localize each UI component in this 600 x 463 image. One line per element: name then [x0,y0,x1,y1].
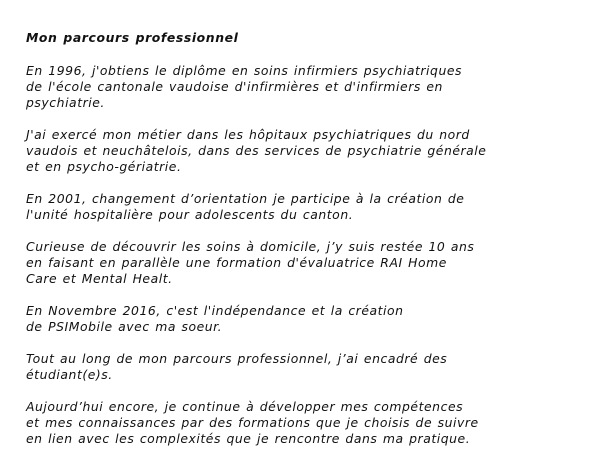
text-line: en lien avec les complexités que je rencontre dans ma pratique. [26,431,471,446]
text-line: de l'école cantonale vaudoise d'infirmières et d'infirmiers en [26,79,443,94]
text-line: En 1996, j'obtiens le diplôme en soins infirmiers psychiatriques [26,63,463,78]
page-title: Mon parcours professionnel [26,30,239,45]
text-line: Tout au long de mon parcours professionnel, j’ai encadré des [26,351,448,366]
text-line: J'ai exercé mon métier dans les hôpitaux psychiatriques du nord [26,127,470,142]
paragraph-today [26,399,596,447]
text-line: et mes connaissances par des formations que je choisis de suivre [26,415,479,430]
text-line: Aujourd’hui encore, je continue à développer mes compétences [26,399,464,414]
text-line: Care et Mental Healt. [26,271,173,286]
text-line: psychiatrie. [26,95,105,110]
paragraph-diploma [26,63,596,111]
text-line: en faisant en parallèle une formation d'évaluatrice RAI Home [26,255,447,270]
paragraph-psimobile [26,303,596,335]
text-line: vaudois et neuchâtelois, dans des services de psychiatrie générale [26,143,487,158]
text-line: et en psycho-gériatrie. [26,159,182,174]
paragraph-home-care [26,239,596,287]
text-line: de PSIMobile avec ma soeur. [26,319,223,334]
text-line: l'unité hospitalière pour adolescents du canton. [26,207,354,222]
paragraph-hospitals [26,127,596,175]
text-line: En Novembre 2016, c'est l'indépendance et la création [26,303,404,318]
text-line: En 2001, changement d’orientation je participe à la création de [26,191,465,206]
document-body [26,30,596,463]
text-line: étudiant(e)s. [26,367,113,382]
paragraph-2001 [26,191,596,223]
paragraph-students [26,351,596,383]
text-line: Curieuse de découvrir les soins à domicile, j’y suis restée 10 ans [26,239,475,254]
